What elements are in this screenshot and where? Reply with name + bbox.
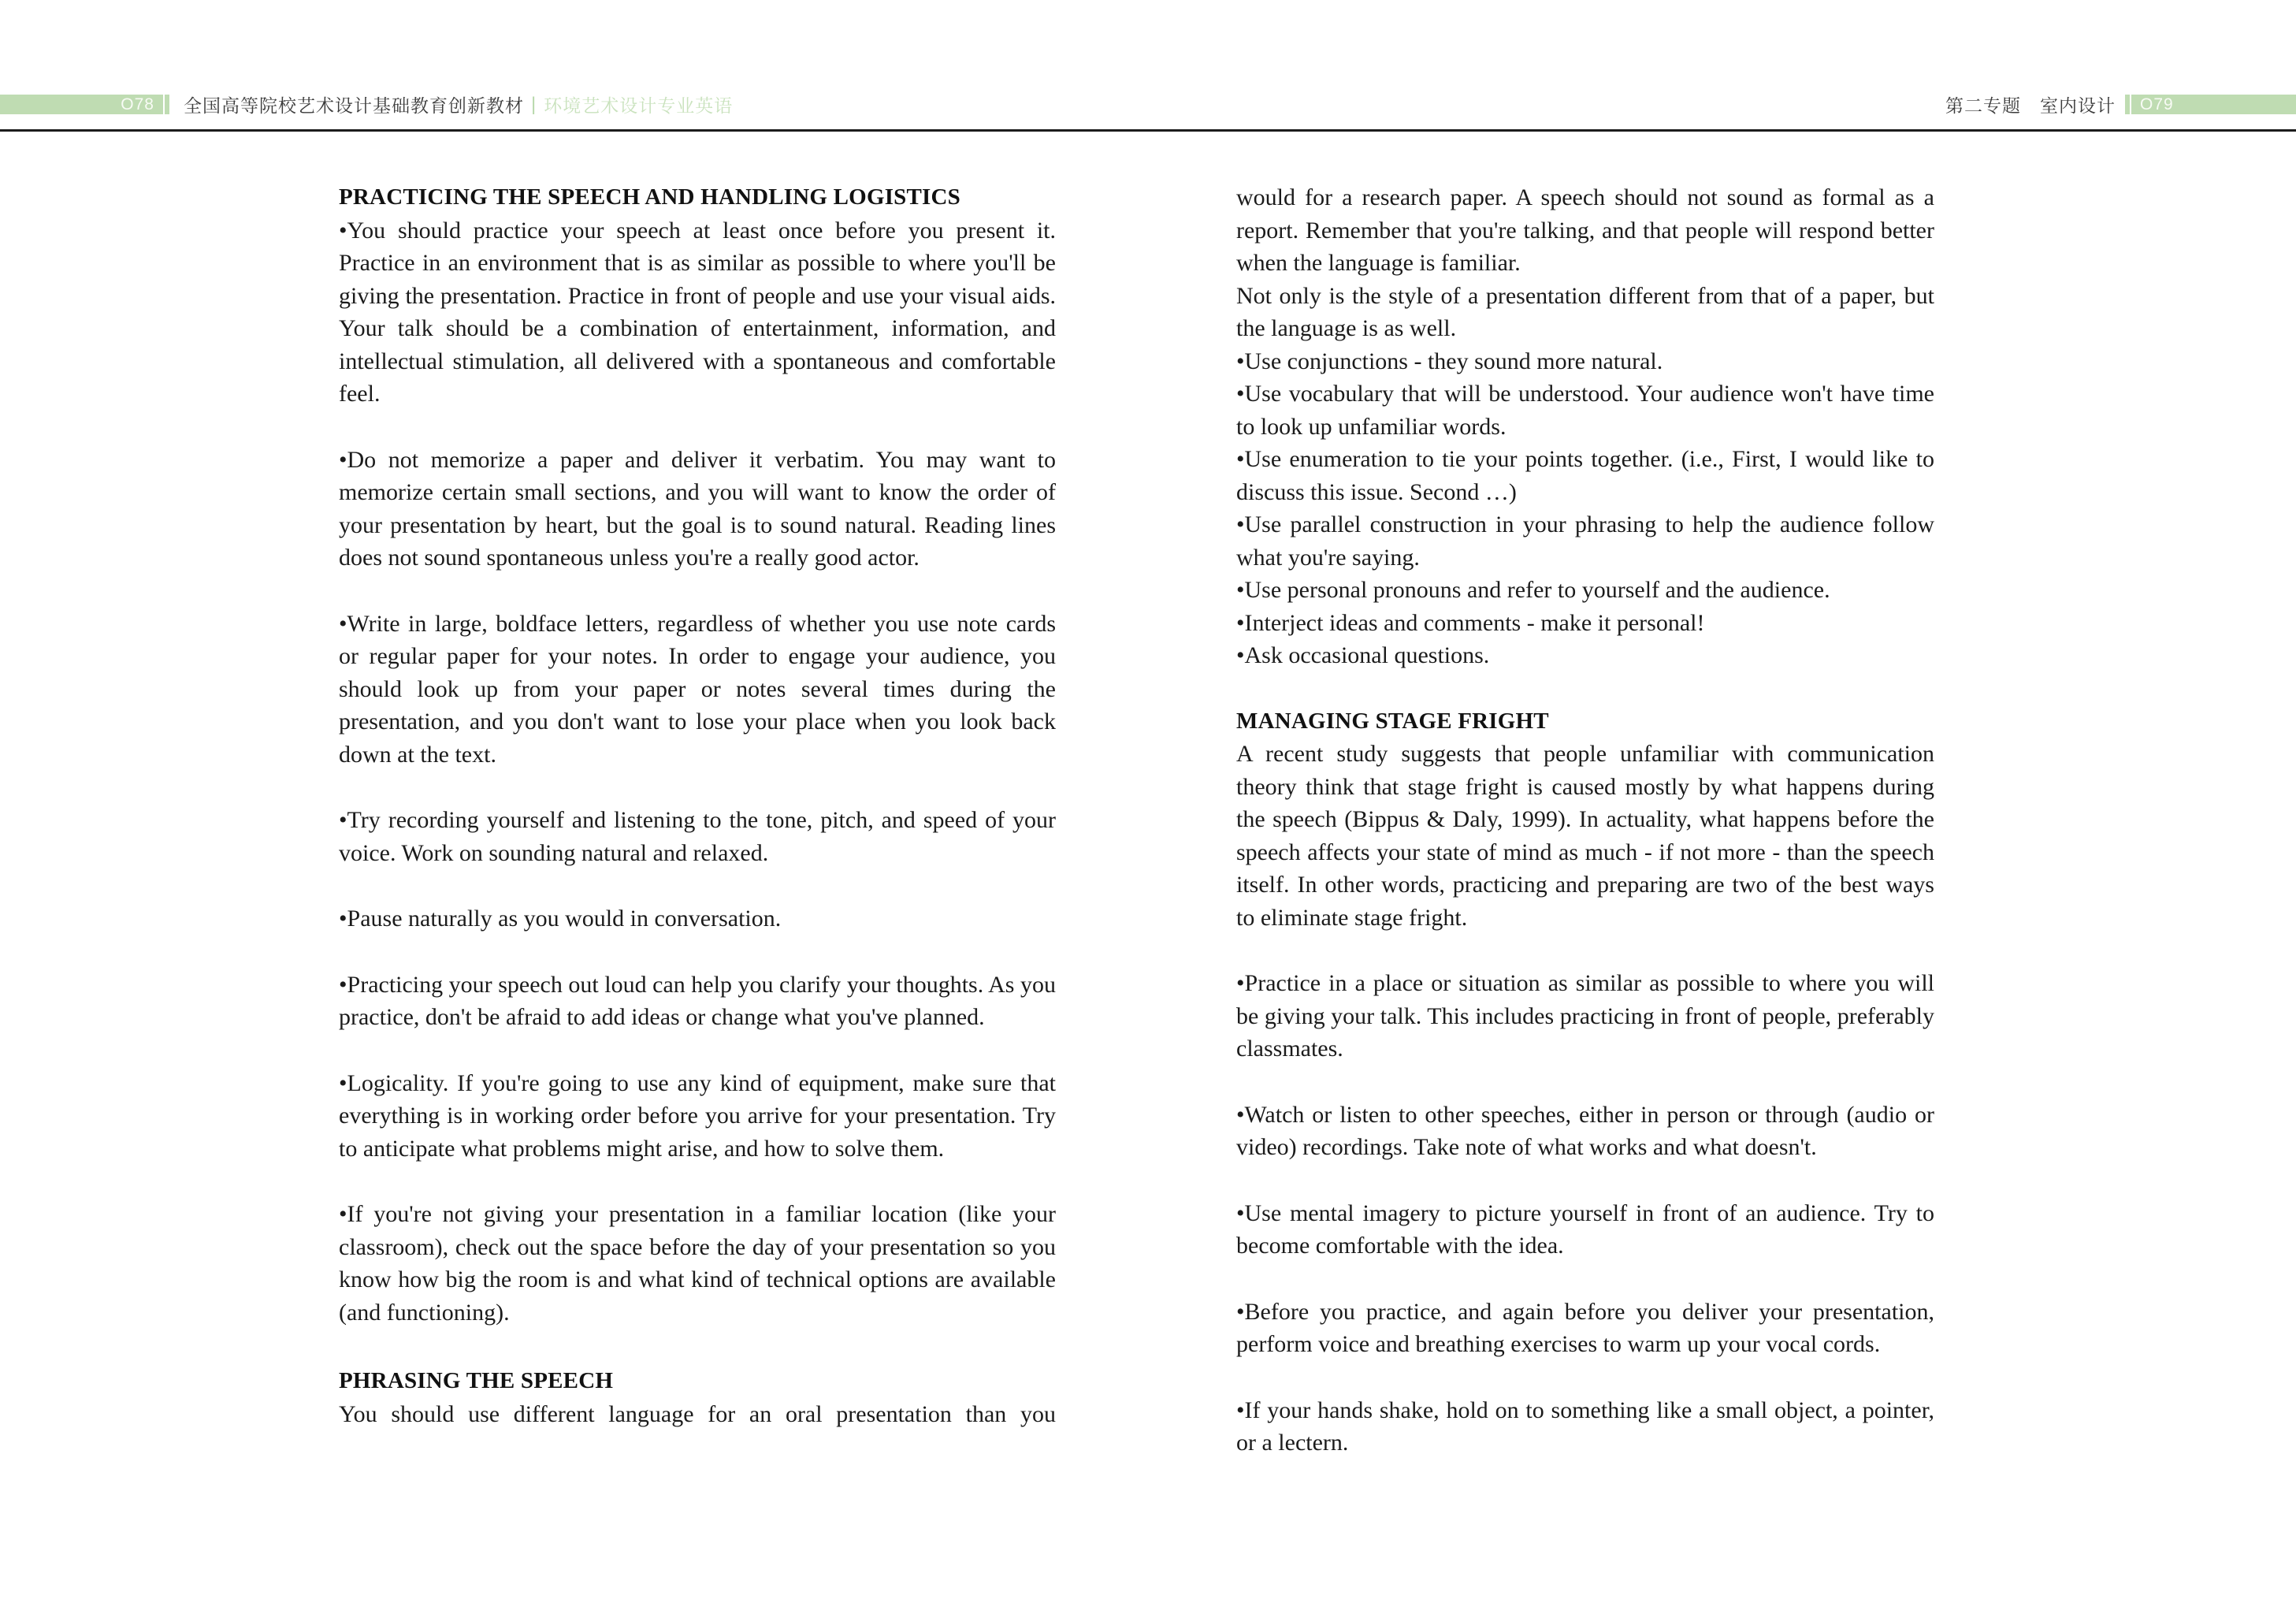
header-right [1733,95,2116,114]
bullet-paragraph [1236,607,1934,640]
bullet-paragraph [339,214,1056,411]
paragraph-text: Do not memorize a paper and deliver it verbatim. You may want to memorize certain small sections, and you will want to know the order of your presentation by heart, but the goal is to sound natural. Reading lines does not sound spontaneous unless you're a really good actor. [339,446,1056,571]
bullet-icon: • [1236,1101,1245,1128]
paragraph-text: Try recording yourself and listening to the tone, pitch, and speed of your voice. Work on sounding natural and relaxed. [339,807,1056,866]
paragraph-text: Pause naturally as you would in conversation. [347,906,782,932]
paragraph-text: would for a research paper. A speech should not sound as formal as a report. Remember that you're talking, and that people will respond better when the language is familiar. [1236,184,1934,276]
paragraph-text: Before you practice, and again before you deliver your presentation, perform voice and breathing exercises to warm up your vocal cords. [1236,1298,1934,1357]
paragraph-text: Logicality. If you're going to use any kind of equipment, make sure that everything is in working order before you arrive for your presentation. Try to anticipate what problems might arise, and how to solve them. [339,1069,1056,1162]
paragraph [1236,280,1934,345]
book-title: 全国高等院校艺术设计基础教育创新教材 [184,95,524,116]
bullet-icon: • [339,971,347,998]
section-heading: MANAGING STAGE FRIGHT [1236,708,1549,734]
page-number-bar-right [2131,95,2296,114]
bullet-paragraph [339,969,1056,1034]
paragraph-text: You should use different language for an oral presentation than you [339,1400,1056,1427]
bullet-icon: • [339,906,347,932]
paragraph-text: Use enumeration to tie your points together. (i.e., First, I would like to discuss this issue. Second …) [1236,446,1934,505]
header-separator-icon: | [531,93,537,115]
bullet-paragraph [1236,345,1934,378]
chapter-title: 第二专题 室内设计 [1945,95,2116,116]
header-left [184,95,733,114]
bullet-paragraph [339,1198,1056,1329]
bullet-paragraph [1236,443,1934,508]
paragraph-text: Practice in a place or situation as similar as possible to where you will be giving your talk. This includes practicing in front of people, preferably classmates. [1236,970,1934,1062]
column-left [339,181,1056,1430]
page-number-bar-right-tip [2125,95,2130,114]
bullet-icon: • [1236,577,1245,603]
paragraph-text: Ask occasional questions. [1244,642,1490,668]
bullet-paragraph [1236,1296,1934,1361]
paragraph-text: A recent study suggests that people unfamiliar with communication theory think that stage fright is caused mostly by what happens during the speech (Bippus & Daly, 1999). In actuality, what happens before the speech affects your state of mind as much - if not more - than the speech itself. In other words, practicing and preparing are two of the best ways to eliminate stage fright. [1236,741,1934,931]
paragraph-text: Use mental imagery to picture yourself in front of an audience. Try to become comfortable with the idea. [1236,1199,1934,1259]
bullet-paragraph [339,1067,1056,1166]
bullet-icon: • [339,217,347,244]
bullet-paragraph [1236,574,1934,607]
bullet-paragraph [1236,1197,1934,1263]
bullet-icon: • [1236,1298,1245,1325]
paragraph-text: Write in large, boldface letters, regardless of whether you use note cards or regular paper for your notes. In order to engage your audience, you should look up from your paper or notes several times during the presentation, and you don't want to lose your place when you look back down at the text. [339,610,1056,768]
section-heading: PHRASING THE SPEECH [339,1368,614,1393]
paragraph-text: If your hands shake, hold on to something like a small object, a pointer, or a lectern. [1236,1396,1934,1456]
page-number-right: O79 [2140,95,2174,113]
bullet-icon: • [1236,609,1245,636]
page-number-left: O78 [121,95,154,113]
paragraph [1236,181,1934,280]
paragraph-text: Use vocabulary that will be understood. Your audience won't have time to look up unfamiliar words. [1236,381,1934,440]
paragraph-text: Use personal pronouns and refer to yourself and the audience. [1244,577,1830,603]
page-number-bar-left [0,95,163,114]
bullet-icon: • [1236,511,1245,537]
paragraph-text: Use conjunctions - they sound more natural. [1244,348,1663,374]
bullet-paragraph [1236,377,1934,443]
bullet-icon: • [339,807,347,833]
bullet-icon: • [1236,970,1245,996]
bullet-paragraph [1236,1099,1934,1164]
bullet-icon: • [1236,1199,1245,1226]
paragraph-text: You should practice your speech at least once before you present it. Practice in an environment that is as similar as possible to where you'll be giving the presentation. Practice in front of people and use your visual aids. Your talk should be a combination of entertainment, information, and intellectual stimulation, all delivered with a spontaneous and comfortable feel. [339,217,1056,407]
bullet-icon: • [339,446,347,473]
bullet-paragraph [1236,967,1934,1065]
paragraph-text: If you're not giving your presentation in a familiar location (like your classroom), check out the space before the day of your presentation so you know how big the room is and what kind of technical options are available (and functioning). [339,1201,1056,1326]
bullet-paragraph [1236,639,1934,672]
bullet-paragraph [1236,1394,1934,1460]
bullet-paragraph [339,608,1056,772]
bullet-icon: • [1236,381,1245,407]
bullet-icon: • [339,1069,347,1096]
paragraph-text: Watch or listen to other speeches, either in person or through (audio or video) recordings. Take note of what works and what doesn't. [1236,1101,1934,1160]
series-title: 环境艺术设计专业英语 [544,95,734,116]
bullet-icon: • [339,1201,347,1227]
column-right [1236,181,1934,1460]
page-number-bar-left-tip [165,95,169,114]
bullet-icon: • [1236,348,1245,374]
bullet-icon: • [1236,1396,1245,1423]
paragraph-text: Use parallel construction in your phrasing to help the audience follow what you're saying. [1236,511,1934,571]
bullet-paragraph [339,902,1056,935]
bullet-paragraph [339,804,1056,869]
paragraph-text: Not only is the style of a presentation different from that of a paper, but the language is as well. [1236,282,1934,341]
bullet-icon: • [1236,642,1245,668]
paragraph-text: Interject ideas and comments - make it personal! [1244,609,1705,636]
section-heading: PRACTICING THE SPEECH AND HANDLING LOGISTICS [339,184,961,210]
bullet-paragraph [339,444,1056,575]
bullet-paragraph [1236,508,1934,574]
header-rule [0,129,2296,132]
paragraph [1236,738,1934,934]
bullet-icon: • [1236,446,1245,472]
bullet-icon: • [339,610,347,637]
paragraph [339,1398,1056,1431]
paragraph-text: Practicing your speech out loud can help you clarify your thoughts. As you practice, don't be afraid to add ideas or change what you've planned. [339,971,1056,1030]
